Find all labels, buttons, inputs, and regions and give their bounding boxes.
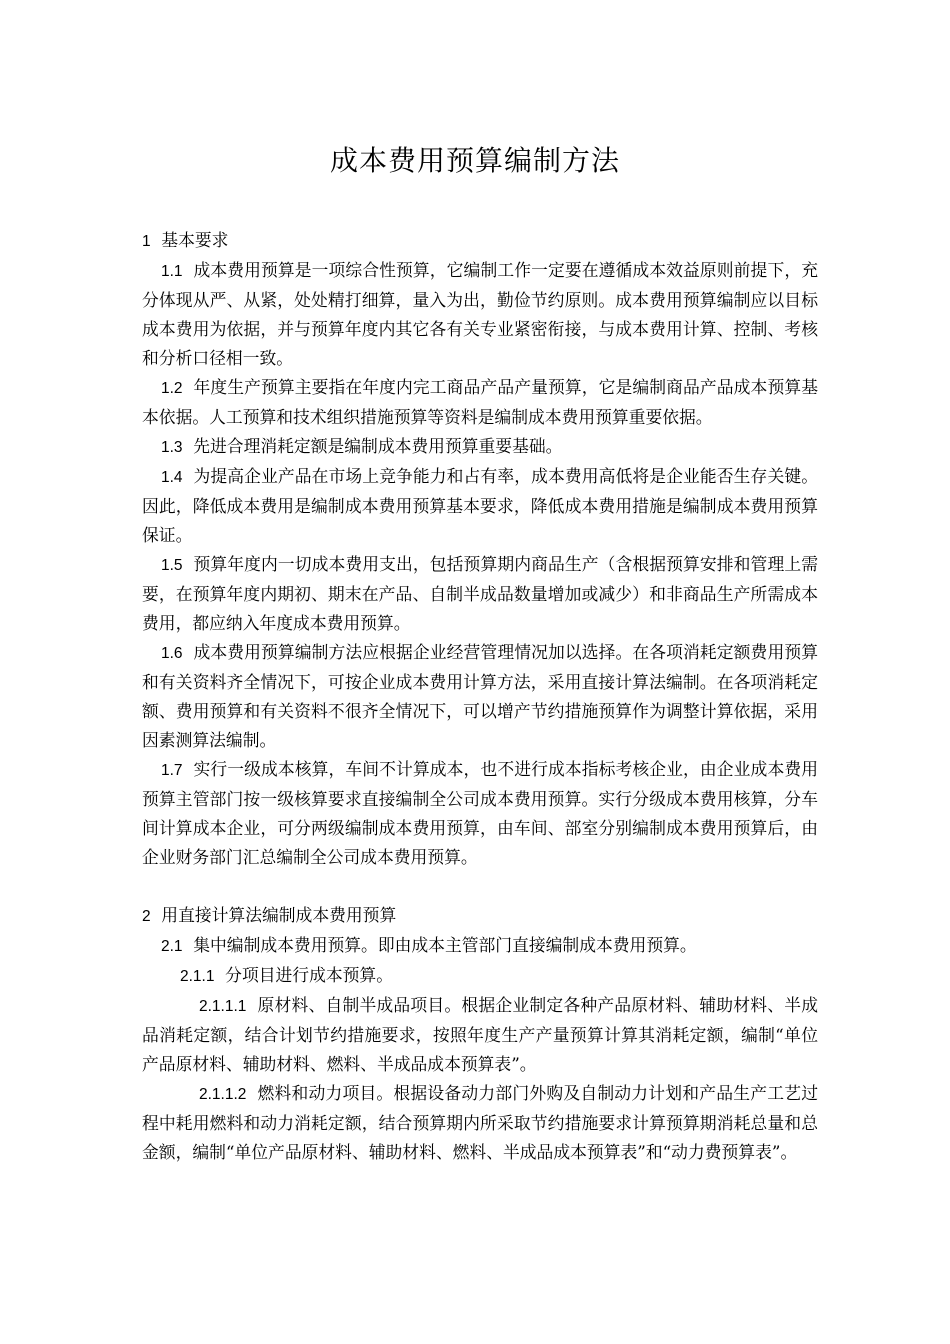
paragraph-text: 年度生产预算主要指在年度内完工商品产品产量预算，它是编制商品产品成本预算基本依据。人工预算和技术组织措施预算等资料是编制成本费用预算重要依据。 bbox=[142, 377, 818, 427]
section-spacer bbox=[142, 872, 818, 901]
section-heading-text: 基本要求 bbox=[161, 230, 229, 250]
section-heading-text: 用直接计算法编制成本费用预算 bbox=[161, 905, 397, 925]
paragraph-number: 2.1 bbox=[161, 938, 183, 955]
paragraph-number: 2.1.1 bbox=[180, 968, 215, 985]
paragraph-number: 1.5 bbox=[161, 557, 183, 574]
paragraph-text: 分项目进行成本预算。 bbox=[225, 965, 393, 985]
paragraph-text: 成本费用预算编制方法应根据企业经营管理情况加以选择。在各项消耗定额费用预算和有关资料齐全情况下，可按企业成本费用计算方法，采用直接计算法编制。在各项消耗定额、费用预算和有关资料不很齐全情况下，可以增产节约措施预算作为调整计算依据，采用因素测算法编制。 bbox=[142, 642, 818, 750]
paragraph-2-1-1-2 bbox=[142, 1079, 818, 1167]
paragraph-number: 2.1.1.1 bbox=[199, 998, 247, 1015]
paragraph-text: 为提高企业产品在市场上竞争能力和占有率，成本费用高低将是企业能否生存关键。因此，降低成本费用是编制成本费用预算基本要求，降低成本费用措施是编制成本费用预算保证。 bbox=[142, 466, 818, 545]
paragraph-1-1 bbox=[142, 256, 818, 373]
paragraph-2-1 bbox=[142, 931, 818, 961]
section-2-heading bbox=[142, 901, 818, 931]
section-number: 2 bbox=[142, 908, 151, 925]
paragraph-number: 1.3 bbox=[161, 439, 183, 456]
paragraph-2-1-1 bbox=[142, 961, 818, 991]
paragraph-text: 先进合理消耗定额是编制成本费用预算重要基础。 bbox=[193, 436, 563, 456]
paragraph-text: 燃料和动力项目。根据设备动力部门外购及自制动力计划和产品生产工艺过程中耗用燃料和动力消耗定额，结合预算期内所采取节约措施要求计算预算期消耗总量和总金额，编制“单位产品原材料、辅助材料、燃料、半成品成本预算表”和“动力费预算表”。 bbox=[142, 1083, 818, 1162]
paragraph-number: 1.7 bbox=[161, 762, 183, 779]
paragraph-text: 预算年度内一切成本费用支出，包括预算期内商品生产（含根据预算安排和管理上需要，在预算年度内期初、期末在产品、自制半成品数量增加或减少）和非商品生产所需成本费用，都应纳入年度成本费用预算。 bbox=[142, 554, 818, 633]
paragraph-text: 原材料、自制半成品项目。根据企业制定各种产品原材料、辅助材料、半成品消耗定额，结合计划节约措施要求，按照年度生产产量预算计算其消耗定额，编制“单位产品原材料、辅助材料、燃料、半成品成本预算表”。 bbox=[142, 995, 818, 1074]
paragraph-1-4 bbox=[142, 462, 818, 550]
paragraph-number: 2.1.1.2 bbox=[199, 1086, 247, 1103]
paragraph-2-1-1-1 bbox=[142, 991, 818, 1079]
paragraph-1-2 bbox=[142, 373, 818, 432]
section-number: 1 bbox=[142, 233, 151, 250]
paragraph-1-5 bbox=[142, 550, 818, 638]
paragraph-1-6 bbox=[142, 638, 818, 755]
paragraph-text: 成本费用预算是一项综合性预算，它编制工作一定要在遵循成本效益原则前提下，充分体现从严、从紧，处处精打细算，量入为出，勤俭节约原则。成本费用预算编制应以目标成本费用为依据，并与预算年度内其它各有关专业紧密衔接，与成本费用计算、控制、考核和分析口径相一致。 bbox=[142, 260, 818, 368]
paragraph-number: 1.1 bbox=[161, 263, 183, 280]
section-1-heading bbox=[142, 226, 818, 256]
document-title: 成本费用预算编制方法 bbox=[329, 144, 620, 177]
paragraph-number: 1.4 bbox=[161, 469, 183, 486]
paragraph-1-3 bbox=[142, 432, 818, 462]
paragraph-text: 实行一级成本核算，车间不计算成本，也不进行成本指标考核企业，由企业成本费用预算主管部门按一级核算要求直接编制全公司成本费用预算。实行分级成本费用核算，分车间计算成本企业，可分两级编制成本费用预算，由车间、部室分别编制成本费用预算后，由企业财务部门汇总编制全公司成本费用预算。 bbox=[142, 759, 818, 867]
paragraph-text: 集中编制成本费用预算。即由成本主管部门直接编制成本费用预算。 bbox=[193, 935, 697, 955]
document-body bbox=[142, 226, 818, 1167]
paragraph-1-7 bbox=[142, 755, 818, 872]
paragraph-number: 1.6 bbox=[161, 645, 183, 662]
paragraph-number: 1.2 bbox=[161, 380, 183, 397]
